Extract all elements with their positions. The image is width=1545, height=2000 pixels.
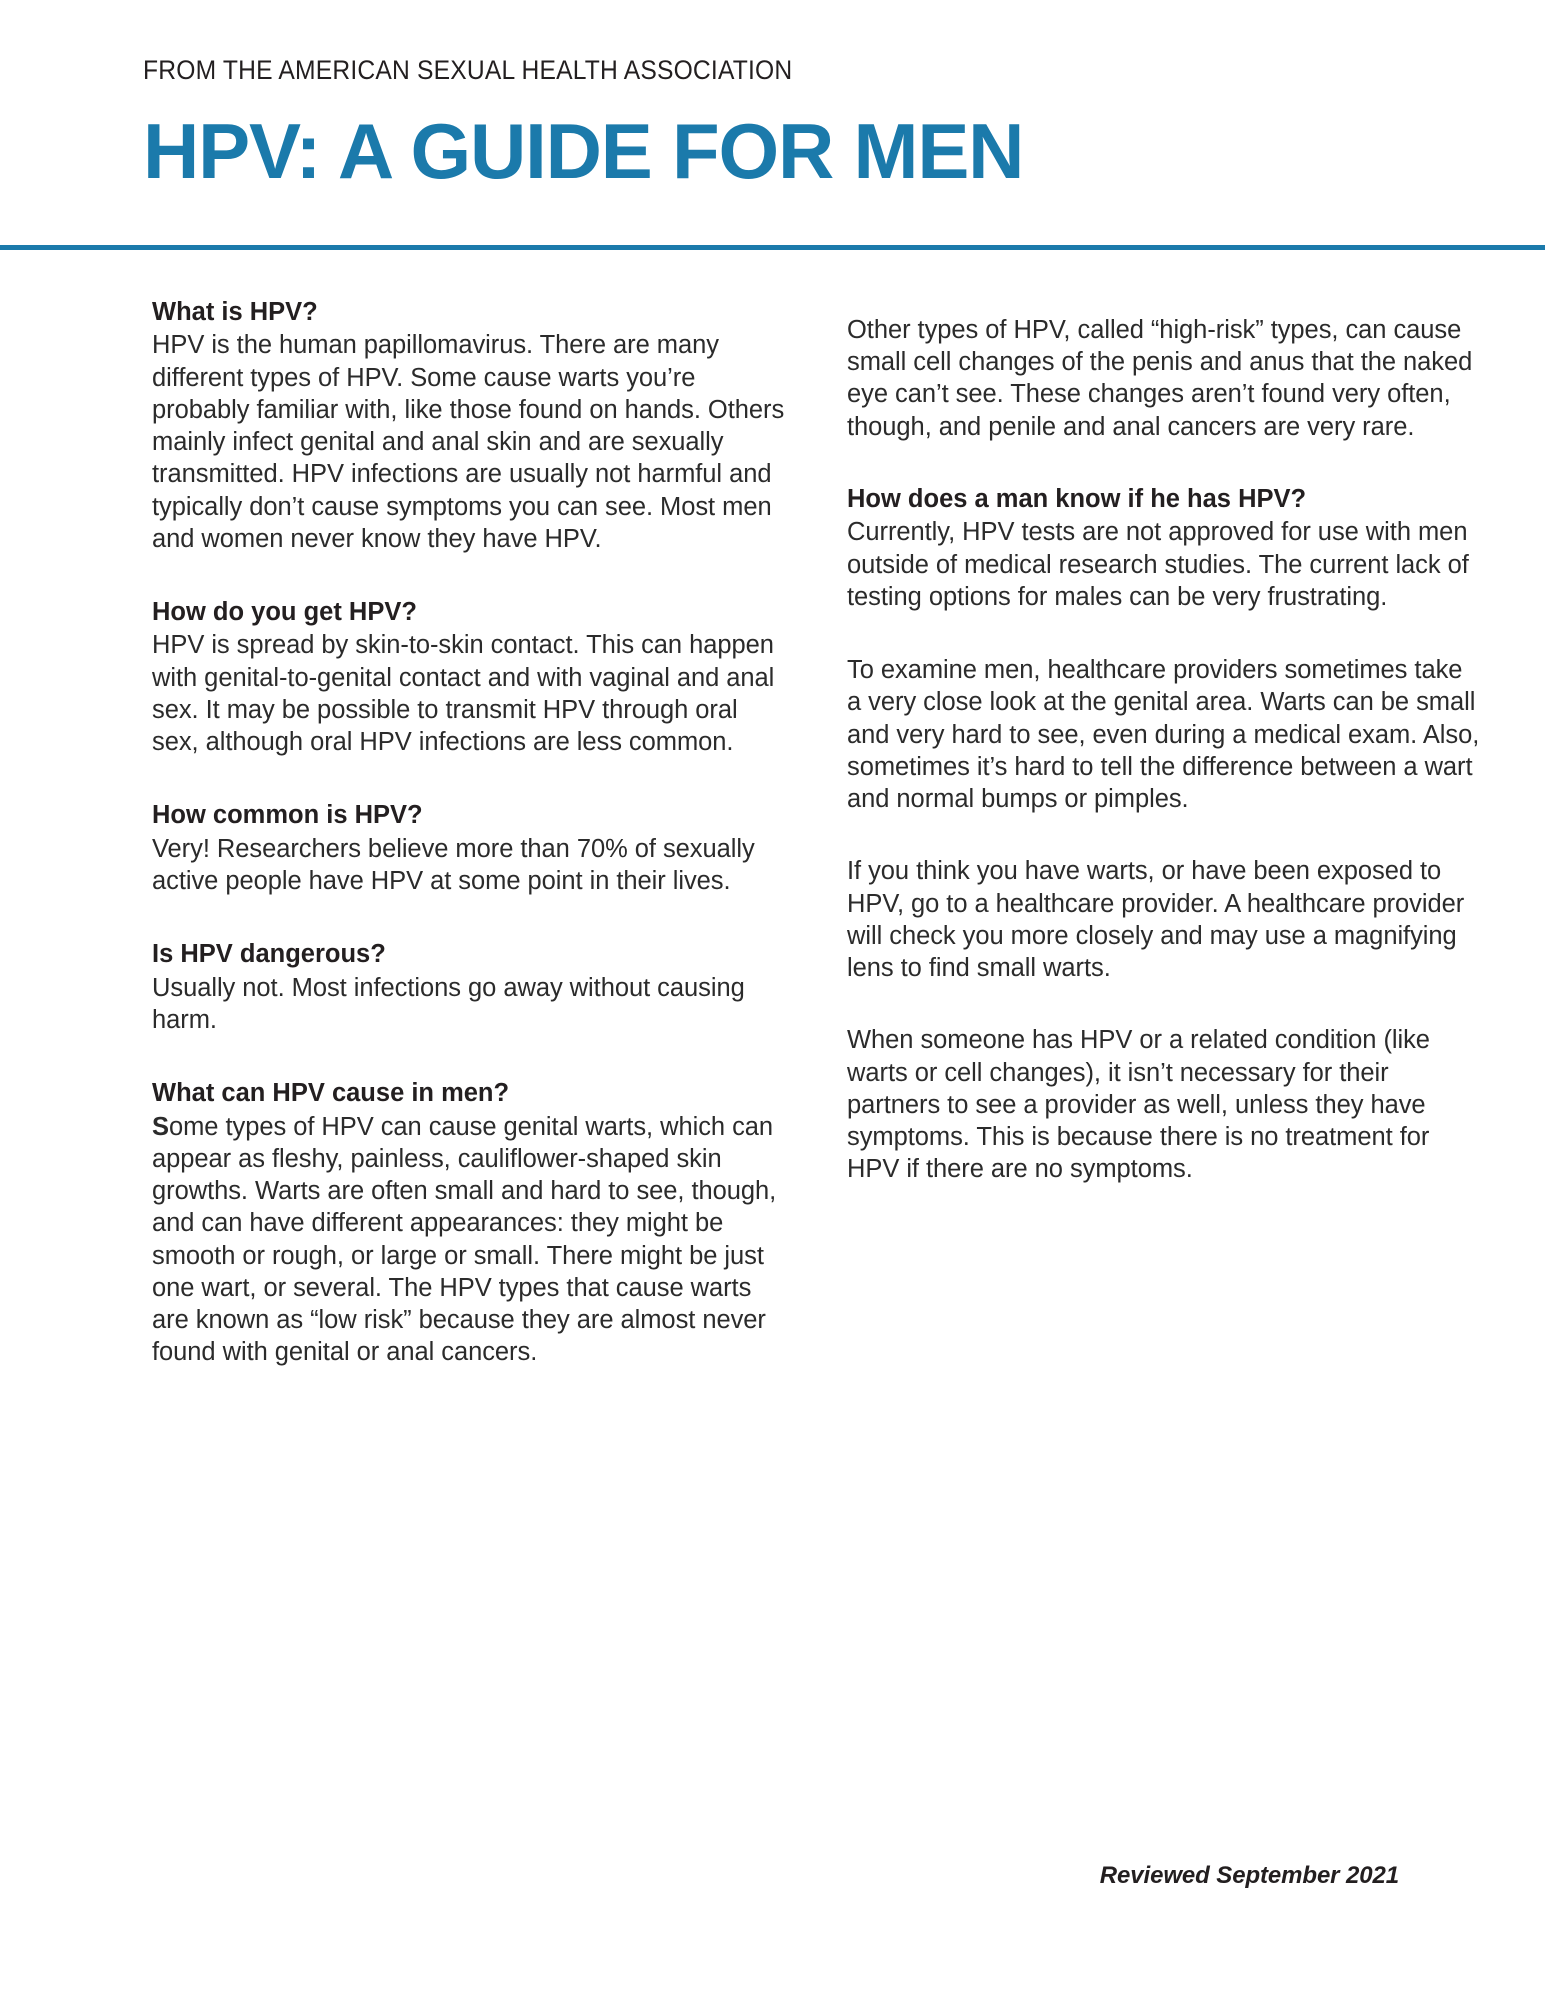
organization-kicker: FROM THE AMERICAN SEXUAL HEALTH ASSOCIATION [143,55,793,85]
paragraph-partners-and-treatment: When someone has HPV or a related condition (like warts or cell changes), it isn’t necessary for their partners to see a provider as well, unless they have symptoms. This is because there is no treatment for HPV if there are no symptoms. [847,1026,1430,1184]
section-is-hpv-dangerous [152,938,786,1036]
left-column [152,296,786,1369]
section-body: Currently, HPV tests are not approved for use with men outside of medical research studies. The current lack of testing options for males can be very frustrating. [847,518,1469,611]
document-header [0,0,1545,193]
section-how-does-a-man-know [847,483,1481,613]
section-heading: What can HPV cause in men? [152,1079,510,1108]
section-body: HPV is spread by skin-to-skin contact. This can happen with genital-to-genital contact and with vaginal and anal sex. It may be possible to transmit HPV through oral sex, although oral HPV infections are less common. [152,631,775,757]
section-heading: Is HPV dangerous? [152,940,386,969]
section-heading: What is HPV? [152,297,318,326]
lead-capital-letter: S [152,1112,169,1141]
paragraph-high-risk-types: Other types of HPV, called “high-risk” types, can cause small cell changes of the penis and anus that the naked eye can’t see. These changes aren’t found very often, though, and penile and anal cancers are very rare. [847,315,1473,441]
section-heading: How common is HPV? [152,801,423,830]
section-what-can-hpv-cause-in-men [152,1077,786,1368]
section-body: HPV is the human papillomavirus. There are many different types of HPV. Some cause warts you’re probably familiar with, like those found on hands. Others mainly infect genital and anal skin and are sexually transmitted. HPV infections are usually not harmful and typically don’t cause symptoms you can see. Most men and women never know they have HPV. [152,331,785,553]
section-what-is-hpv [152,296,786,555]
section-heading: How do you get HPV? [152,598,417,627]
paragraph-examining-men: To examine men, healthcare providers sometimes take a very close look at the genital area. Warts can be small and very hard to see, even during a medical exam. Also, sometimes it’s hard to tell the difference between a wart and normal bumps or pimples. [847,656,1480,814]
paragraph-if-you-think-you-have-warts: If you think you have warts, or have been exposed to HPV, go to a healthcare provider. A healthcare provider will check you more closely and may use a magnifying lens to find small warts. [847,857,1465,983]
section-how-common-is-hpv [152,799,786,897]
section-how-do-you-get-hpv [152,596,786,758]
section-body [152,1111,786,1369]
page-title: HPV: A GUIDE FOR MEN [143,106,1024,195]
section-body: Very! Researchers believe more than 70% of sexually active people have HPV at some point in their lives. [152,834,755,896]
reviewed-date: Reviewed September 2021 [1099,1862,1399,1889]
body-columns [0,250,1545,1369]
section-body: Usually not. Most infections go away without causing harm. [152,973,745,1034]
right-column [847,296,1481,1369]
section-heading: How does a man know if he has HPV? [847,484,1307,513]
section-body-text: ome types of HPV can cause genital warts, which can appear as fleshy, painless, cauliflower-shaped skin growths. Warts are often small and hard to see, though, and can have different appearances: they might be smooth or rough, or large or small. There might be just one wart, or several. The HPV types that cause warts are known as “low risk” because they are almost never found with genital or anal cancers. [152,1112,777,1367]
